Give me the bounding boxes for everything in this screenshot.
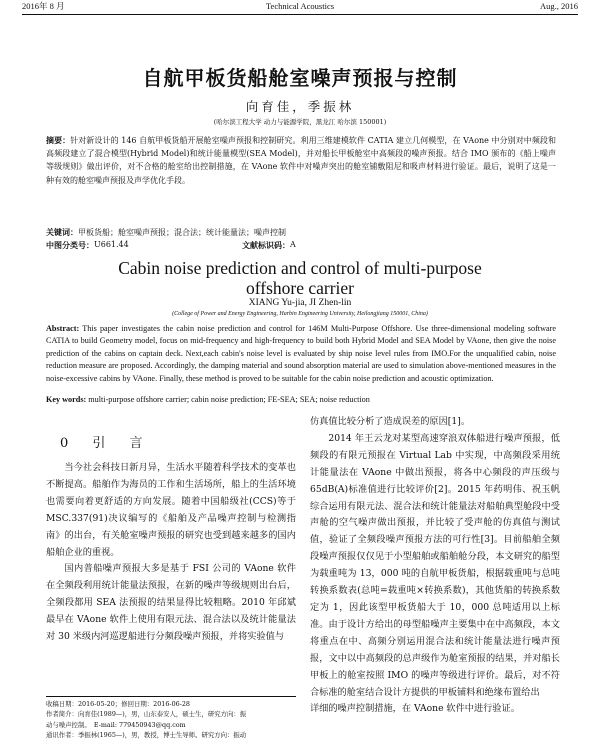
abstract-cn-text: 针对新设计的 146 自航甲板货船开展舱室噪声预报和控制研究。利用三维建模软件 CATIA 建立几何模型，在 VAone 中分别对中频段和高频段建立了混合模型(Hybrid Model)和统计能量模型(SEA Model)，并对船长甲板舱室中高频段的噪声预报。结合 IMO 颁布的《船上噪声等级规则》做出评价，对不合格的舱室给出控制措施，在 VAone 软件中对噪声突出的舱室铺敷阻尼和吸声材料进行验证。最后，说明了这是一种有效的舱室噪声预报及声学优化手段。 xyxy=(46,136,556,185)
header-journal: Technical Acoustics xyxy=(265,1,335,11)
abstract-cn xyxy=(46,134,556,187)
footnotes xyxy=(46,696,296,740)
keywords-en-label: Key words: xyxy=(46,395,87,404)
footnote-line: 收稿日期：2016-05-20；修回日期：2016-06-28 xyxy=(46,700,190,708)
paragraph: 国内普船噪声预报大多是基于 FSI 公司的 VAone 软件在全频段利用统计能量法预报，在新的噪声等级规则出台后，全频段都用 SEA 法预报的结果显得比较粗略。2010 年邱斌最早在 VAone 软件上使用有限元法、混合法以及统计能量法对 30 米级内河巡逻船进行分频段噪声预报，并将实验值与 xyxy=(46,563,296,643)
header-date-en: Aug., 2016 xyxy=(539,1,578,11)
paragraph-cut: 详细的噪声控制措施，在 VAone 软件中进行验证。 xyxy=(310,703,520,715)
footnote-line: 作者简介：向育佳(1989—)，男，山东泰安人，硕士生，研究方向：振 xyxy=(46,710,247,719)
header-date: 2016年 8 月 xyxy=(22,1,65,11)
title-en-line-2: offshore carrier xyxy=(245,278,355,298)
title-cn: 自航甲板货船舱室噪声预报与控制 xyxy=(142,66,458,90)
left-column xyxy=(46,460,296,646)
authors-cn: 向育佳，季振林 xyxy=(245,99,355,114)
affiliation-en: (College of Power and Energy Engineering, Harbin Engineering University, Heilongjiang 150001, China) xyxy=(172,311,428,317)
abstract-cn-label: 摘要： xyxy=(46,135,71,145)
keywords-cn-text: 甲板货船；舱室噪声预报；混合法；统计能量法；噪声控制 xyxy=(78,228,286,237)
paragraph: 2014 年王云龙对某型高速穿浪双体船进行噪声预报，低频段的有限元预报在 Virtual Lab 中实现，中高频段采用统计能量法在 VAone 中做出预报，将各中心频段的声压级与 65dB(A)标准值进行比较评价[2]。2015 年药明伟、祝玉帆综合运用有限元法、混合法和统计能量法对船舶典型舱段中受声舱的空气噪声做出预报，并比较了受声舱的仿真值与测试值，验证了全频段噪声预报方法的可行性[3]。目前船舶全频段噪声预报仅仅见于小型船舶或船舶舱分段，本文研究的船型为载重吨为 13，000 吨的自航甲板货船，根据载重吨与总吨转换系数表(总吨=载重吨×转换系数)，其他货船的转换系数定为 1，因此该型甲板货船大于 10，000 总吨适用以上标准。由于设计方给出的母型船噪声主要集中在中高频段，本文将重点在中、高频分别运用混合法和统计能量法进行噪声预报，文中以中高频段的总声级作为舱室预报的结果，并对船长甲板上的舱室按照 IMO 的噪声等级进行评价。最后，对不符合标准的舱室结合设计方提供的甲板铺料和绝缘布置给出 xyxy=(310,432,560,698)
section-heading: 0 引 言 xyxy=(60,436,153,451)
clc-value: U661.44 xyxy=(94,240,129,249)
affiliation-cn: (哈尔滨工程大学 动力与能源学院，黑龙江 哈尔滨 150001) xyxy=(213,118,387,126)
keywords-en xyxy=(46,394,556,406)
footnote-line: 通讯作者：季振林(1965—)，男，教授，博士生导师。研究方向：振动 xyxy=(46,730,247,739)
authors-en: XIANG Yu-jia, JI Zhen-lin xyxy=(248,298,352,308)
keywords-cn-label: 关键词： xyxy=(46,227,78,237)
right-column xyxy=(310,414,560,738)
title-en xyxy=(0,258,600,298)
paragraph: 当今社会科技日新月异，生活水平随着科学技术的变革也不断提高。船舶作为海员的工作和生活场所，船上的生活环境也需要向着更舒适的方向发展。随着中国船级社(CCS)等于 MSC.337(91)决议编写的《船舶及产品噪声控制与检测指南》的出台，有关舱室噪声预报的研究也受到越来越多的国内船舶企业的重视。 xyxy=(46,462,296,558)
keywords-cn xyxy=(46,226,556,239)
doc-code-value: A xyxy=(290,240,296,249)
abstract-en-text: This paper investigates the cabin noise prediction and control for 146M Multi-Purpose Offshore. Use three-dimensional modeling software CATIA to build Geometry model, focus on mid-frequency and high-frequency to build both Hybrid Model and SEA Model by VAone, then give the noise prediction of the cabins on captain deck. Next,each cabin's noise level is evaluated by ship noise level rules from IMO.For the unqualified cabin, noise reduction measure are proposed. Accordingly, the damping material and sound absorption material are used to simulation above-mentioned measures in the noise-excessive cabins by VAone. Finally, these method is proved to be suitable for the cabin noise prediction and acoustic optimization. xyxy=(46,324,556,383)
paragraph: 仿真值比较分析了造成误差的原因[1]。 xyxy=(310,416,471,427)
keywords-en-text: multi-purpose offshore carrier; cabin noise prediction; FE-SEA; SEA; noise reduction xyxy=(88,395,370,404)
clc-label: 中图分类号： xyxy=(46,240,94,250)
footnote-line: 动与噪声控制。 E-mail: 779450943@qq.com xyxy=(46,720,186,729)
doc-code-label: 文献标识码： xyxy=(242,240,290,250)
running-header xyxy=(22,0,578,15)
abstract-en-label: Abstract: xyxy=(46,324,80,333)
title-en-line-1: Cabin noise prediction and control of multi-purpose xyxy=(118,258,482,278)
abstract-en xyxy=(46,323,556,385)
